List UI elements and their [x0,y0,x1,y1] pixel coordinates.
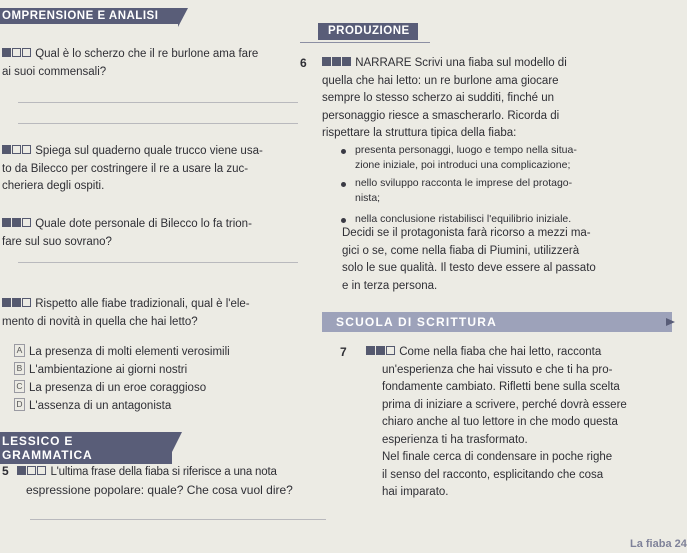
question-number: 6 [300,56,307,70]
bullet-item [355,143,675,172]
page-footer [630,538,687,550]
option-a-letter: A [14,344,25,357]
writing-line-3: fondamente cambiato. Rifletti bene sulla scelta [382,381,620,393]
question-4 [2,216,317,251]
option-a[interactable] [14,343,314,361]
question-5 [2,296,322,331]
structure-bullets [355,143,675,227]
bullet-dot [341,218,346,223]
difficulty-marks [2,298,32,310]
produzione-header [318,23,418,40]
bullet-dot [341,149,346,154]
details-line-2: gici o se, come nella fiaba di Piumini, utilizzerà [342,244,580,257]
details-line-3: solo le sue qualità. Il testo deve essere al passato [342,262,596,274]
bullet-dot [341,182,346,187]
lessico-question-line-1: L'ultima frase della fiaba si riferisce a una nota [50,466,277,478]
produzione-header-label: PRODUZIONE [328,25,410,37]
option-c[interactable] [14,379,314,397]
lessico-header [0,432,172,464]
option-a-text: La presenza di molti elementi verosimili [29,346,230,358]
writing-line-5: chiaro anche al tuo lettore in che modo questa [382,416,618,428]
question-2 [2,46,302,81]
page-footer-label: La fiaba 24 [630,538,687,550]
comprensione-header-label: OMPRENSIONE E ANALISI [2,10,159,22]
question-4-line-1: Quale dote personale di Bilecco lo fa trion- [35,218,252,230]
difficulty-marks [17,466,47,478]
writing-line-4: prima di iniziare a scrivere, perché dovrà essere [382,398,627,411]
produzione-header-base [300,42,430,43]
option-b-letter: B [14,362,25,375]
scuola-header-arrow [666,318,675,326]
difficulty-marks [2,218,32,230]
writing-task [342,344,687,502]
option-c-text: La presenza di un eroe coraggioso [29,382,207,394]
lessico-header-tip [172,432,182,452]
production-line-4: personaggio riesce a smascherarlo. Ricorda di [322,109,560,122]
question-3-line-1: Spiega sul quaderno quale trucco viene usa- [35,145,263,157]
comprensione-header [0,8,178,24]
option-d-letter: D [14,398,25,411]
lessico-question [2,463,332,499]
bullet-2-line-1: nello sviluppo racconta le imprese del protago- [355,177,573,189]
answer-line[interactable] [18,102,298,103]
question-4-line-2: fare sul suo sovrano? [2,235,112,248]
question-3 [2,143,317,196]
production-details [342,225,682,295]
question-5-line-2: mento di novità in quella che hai letto? [2,315,198,328]
difficulty-marks [322,57,352,69]
writing-line-6: esperienza ti ha trasformato. [382,433,528,446]
production-line-5: rispettare la struttura tipica della fiaba: [322,127,517,139]
question-5-line-1: Rispetto alle fiabe tradizionali, qual è l'ele- [35,298,250,310]
production-line-3: sempre lo stesso scherzo ai sudditi, finché un [322,92,555,104]
lessico-header-label: LESSICO E GRAMMATICA [2,434,93,462]
production-line-1: NARRARE Scrivi una fiaba sul modello di [355,57,567,69]
production-line-2: quella che hai letto: un re burlone ama giocare [322,74,559,87]
bullet-1-line-2: zione iniziale, poi introduci una complicazione; [355,158,571,171]
bullet-3-line-1: nella conclusione ristabilisci l'equilibrio iniziale. [355,213,572,225]
scuola-header-label: SCUOLA DI SCRITTURA [336,315,498,329]
question-3-line-2: to da Bilecco per costringere il re a usare la zuc- [2,162,249,175]
option-d[interactable] [14,397,314,415]
writing-line-9: hai imparato. [382,486,449,498]
answer-line[interactable] [18,123,298,124]
option-d-text: L'assenza di un antagonista [29,400,172,412]
question-number: 5 [2,464,9,478]
writing-line-7: Nel finale cerca di condensare in poche righe [382,451,613,463]
details-line-1: Decidi se il protagonista farà ricorso a mezzi ma- [342,227,591,239]
writing-line-1: Come nella fiaba che hai letto, racconta [399,346,602,358]
answer-line[interactable] [18,262,298,263]
question-2-line-2: ai suoi commensali? [2,65,107,78]
difficulty-marks [2,48,32,60]
question-number: 7 [340,345,347,359]
bullet-1-line-1: presenta personaggi, luogo e tempo nella situa- [355,144,577,156]
option-b[interactable] [14,361,314,379]
lessico-question-line-2: espressione popolare: quale? Che cosa vuol dire? [26,482,293,497]
question-3-line-3: cheriera degli ospiti. [2,180,105,192]
bullet-2-line-2: nista; [355,191,381,204]
difficulty-marks [342,346,396,358]
option-b-text: L'ambientazione ai giorni nostri [29,364,188,376]
option-c-letter: C [14,380,25,393]
production-task [300,55,674,143]
details-line-4: e in terza persona. [342,279,438,292]
answer-line[interactable] [30,519,326,520]
writing-line-8: il senso del racconto, esplicitando che cosa [382,468,604,481]
scuola-header [322,312,672,332]
comprensione-header-tip [178,8,188,27]
question-2-line-1: Qual è lo scherzo che il re burlone ama fare [35,48,259,60]
difficulty-marks [2,145,32,157]
writing-line-2: un'esperienza che hai vissuto e che ti ha pro- [382,363,613,376]
option-list [14,343,314,415]
bullet-item [355,176,675,205]
